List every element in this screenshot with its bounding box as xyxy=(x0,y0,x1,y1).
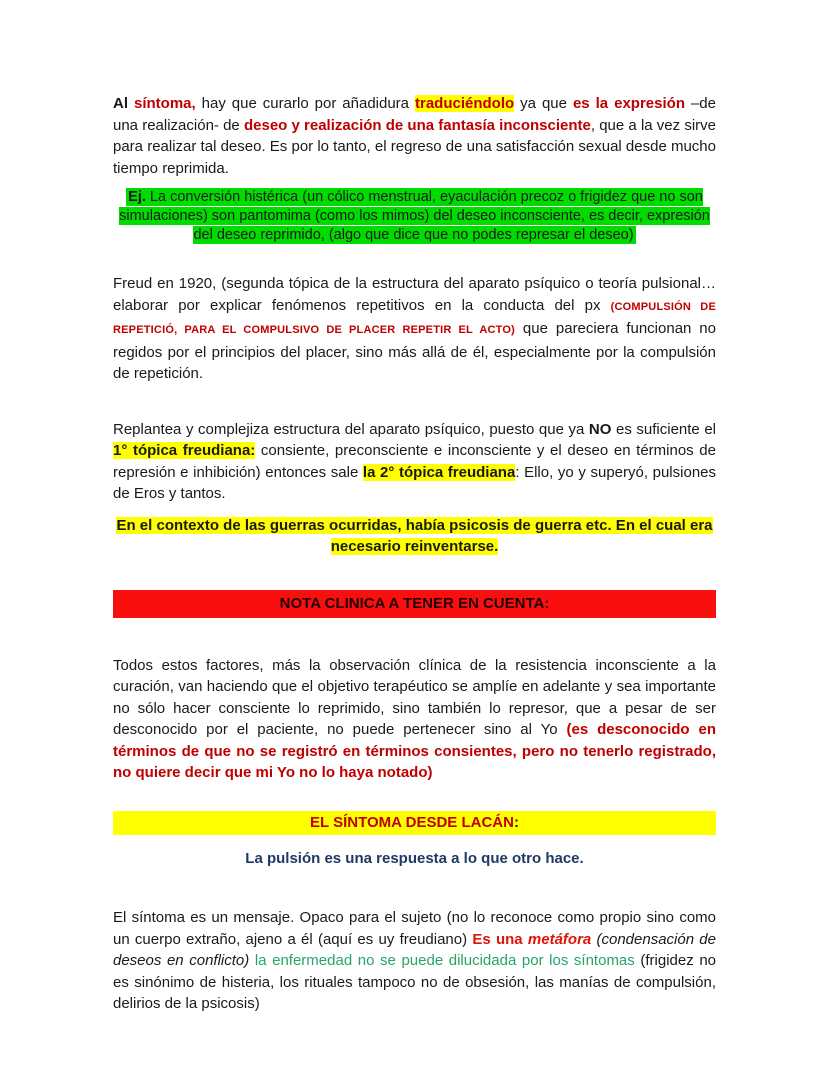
run-al: Al xyxy=(113,95,134,112)
note-contexto-guerras xyxy=(113,515,716,558)
run-text: que pareciera funcionan no regidos por el principios del placer, sino más allá de él, especialmente por la compulsión de repetición. xyxy=(113,320,716,382)
note-ej-conversion-histerica xyxy=(113,188,716,245)
run-enfermedad-verde: la enfermedad no se puede dilucidada por los síntomas xyxy=(254,952,641,969)
run-text: hay que curarlo por añadidura xyxy=(195,95,415,112)
paragraph-replantea-topicas xyxy=(113,419,716,505)
highlight-segunda-topica: la 2° tópica freudiana xyxy=(362,463,516,481)
run-text: : Ello, yo y superyó, pulsiones de Eros y tantos. xyxy=(113,463,717,502)
run-sintoma: síntoma, xyxy=(133,95,196,112)
run-compulsion-repeticion: (COMPULSIÓN DE REPETICIÓ, PARA EL COMPULSIVO DE PLACER REPETIR EL ACTO) xyxy=(113,300,716,336)
run-text: es suficiente el xyxy=(611,420,717,438)
paragraph-al-sintoma xyxy=(113,93,716,179)
run-ej: Ej. xyxy=(128,189,146,205)
run-text: El síntoma es un mensaje. Opaco para el sujeto (no lo reconoce como propio sino como un cuerpo extraño, ajeno a él (aquí es uy freudiano) xyxy=(113,909,716,948)
document-content xyxy=(113,0,716,1015)
line-pulsion-respuesta: La pulsión es una respuesta a lo que otro hace. xyxy=(245,849,584,867)
run-text: Replantea y complejiza estructura del aparato psíquico, puesto que ya xyxy=(113,420,589,438)
run-titulo-lacan: EL SÍNTOMA DESDE LACÁN xyxy=(310,813,514,831)
run-es-la-expresion: es la expresión xyxy=(572,95,685,112)
run-no: NO xyxy=(588,420,612,438)
run-text: Freud en 1920, (segunda tópica de la estructura del aparato psíquico o teoría pulsional… elaborar por explicar fenómenos repetitivos en la conducta del px xyxy=(113,275,716,314)
run-text: ya que xyxy=(514,95,573,112)
paragraph-todos-factores xyxy=(113,655,716,784)
green-highlight xyxy=(119,188,710,244)
run-text: (frigidez no es sinónimo de histeria, los rituales tampoco no de obsesión, las manías de compulsión, delirios de la psicosis) xyxy=(113,952,716,1012)
run-colon: : xyxy=(513,813,519,831)
highlight-traduciendolo: traduciéndolo xyxy=(415,95,515,112)
run-text: , que a la vez sirve para realizar tal deseo. Es por lo tanto, el regreso de una satisfacción sexual desde mucho tiempo reprimida. xyxy=(113,116,716,177)
run-deseo-fantasia: deseo y realización de una fantasía inconsciente xyxy=(243,116,591,134)
run-es-una: Es una xyxy=(472,930,528,948)
run-metafora: metáfora xyxy=(527,930,592,948)
highlight-primera-topica: 1° tópica freudiana: xyxy=(113,442,256,459)
paragraph-sintoma-mensaje xyxy=(113,907,716,1015)
banner-nota-clinica: NOTA CLINICA A TENER EN CUENTA: xyxy=(113,590,716,618)
run-text: –de una realización- de xyxy=(113,95,716,134)
run-text: La conversión histérica (un cólico menstrual, eyaculación precoz o frigidez que no son simulaciones) son pantomima (como los mimos) del deseo inconsciente, es decir, expresión del deseo reprimido, (algo que dice que no podes represar el deseo) xyxy=(119,189,710,243)
run-condensacion: (condensación de deseos en conflicto) xyxy=(113,930,716,969)
yellow-highlight: En el contexto de las guerras ocurridas, había psicosis de guerra etc. En el cual era necesario reinventarse. xyxy=(116,516,713,555)
paragraph-freud-1920 xyxy=(113,273,716,385)
run-text: Todos estos factores, más la observación clínica de la resistencia inconsciente a la curación, van haciendo que el objetivo terapéutico se amplíe en adelante y sea importante no sólo hacer consciente lo reprimido, sino también lo represor, que a pesar de ser desconocido por el paciente, no puede pertenecer sino al Yo xyxy=(113,656,716,738)
run-es-desconocido: (es desconocido en términos de que no se registró en términos consientes, pero no tenerlo registrado, no quiere decir que mi Yo no lo haya notado) xyxy=(113,721,716,781)
run-text: consiente, preconsciente e inconsciente y el deseo en términos de represión e inhibición) entonces sale xyxy=(113,442,716,481)
heading-sintoma-desde-lacan xyxy=(113,811,716,835)
